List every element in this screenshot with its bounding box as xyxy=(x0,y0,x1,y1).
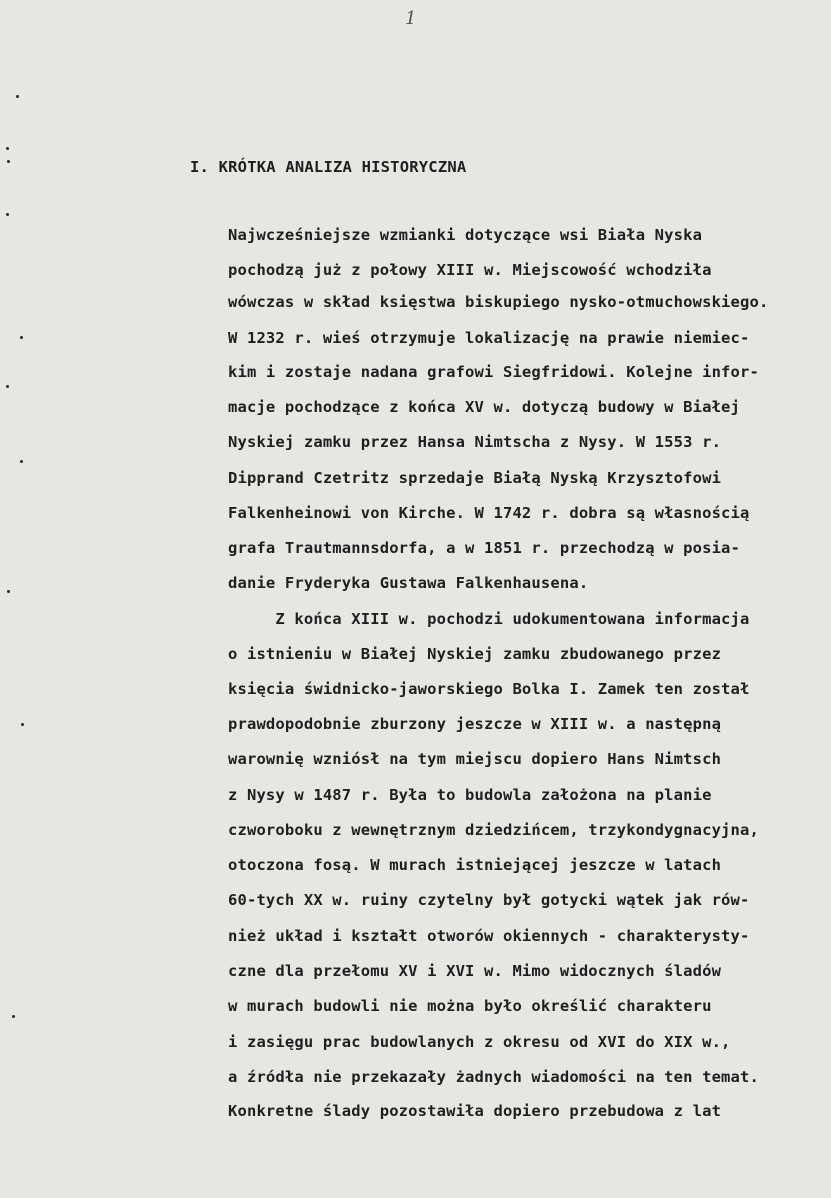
text-line: danie Fryderyka Gustawa Falkenhausena. xyxy=(228,574,589,592)
text-line: prawdopodobnie zburzony jeszcze w XIII w. a następną xyxy=(228,715,722,733)
text-line: Najwcześniejsze wzmianki dotyczące wsi Biała Nyska xyxy=(228,226,703,244)
page-number: 1 xyxy=(405,8,417,29)
text-line: księcia świdnicko-jaworskiego Bolka I. Zamek ten został xyxy=(228,680,750,698)
text-line: Dipprand Czetritz sprzedaje Białą Nyską Krzysztofowi xyxy=(228,469,722,487)
text-line: grafa Trautmannsdorfa, a w 1851 r. przechodzą w posia- xyxy=(228,539,741,557)
text-line: W 1232 r. wieś otrzymuje lokalizację na prawie niemiec- xyxy=(228,329,750,347)
margin-mark xyxy=(6,213,9,216)
text-line: otoczona fosą. W murach istniejącej jeszcze w latach xyxy=(228,856,722,874)
margin-mark xyxy=(7,590,10,593)
text-line: Konkretne ślady pozostawiła dopiero przebudowa z lat xyxy=(228,1102,722,1120)
text-line: Falkenheinowi von Kirche. W 1742 r. dobra są własnością xyxy=(228,504,750,522)
margin-mark xyxy=(21,723,24,726)
text-line: kim i zostaje nadana grafowi Siegfridowi. Kolejne infor- xyxy=(228,363,759,381)
text-line: wówczas w skład księstwa biskupiego nysko-otmuchowskiego. xyxy=(228,293,769,311)
text-line: 60-tych XX w. ruiny czytelny był gotycki wątek jak rów- xyxy=(228,891,750,909)
text-line: i zasięgu prac budowlanych z okresu od XVI do XIX w., xyxy=(228,1033,731,1051)
text-line: o istnieniu w Białej Nyskiej zamku zbudowanego przez xyxy=(228,645,722,663)
section-heading: I. KRÓTKA ANALIZA HISTORYCZNA xyxy=(190,158,467,176)
text-line: pochodzą już z połowy XIII w. Miejscowość wchodziła xyxy=(228,261,712,279)
margin-mark xyxy=(6,385,9,388)
text-line: nież układ i kształt otworów okiennych - charakterysty- xyxy=(228,927,750,945)
margin-mark xyxy=(20,460,23,463)
text-line: czworoboku z wewnętrznym dziedzińcem, trzykondygnacyjna, xyxy=(228,821,759,839)
text-line: w murach budowli nie można było określić charakteru xyxy=(228,997,712,1015)
text-line: czne dla przełomu XV i XVI w. Mimo widocznych śladów xyxy=(228,962,722,980)
margin-mark xyxy=(20,336,23,339)
text-line: Z końca XIII w. pochodzi udokumentowana informacja xyxy=(228,610,750,628)
text-line: macje pochodzące z końca XV w. dotyczą budowy w Białej xyxy=(228,398,741,416)
margin-mark xyxy=(6,147,9,150)
margin-mark xyxy=(7,160,10,163)
margin-mark xyxy=(12,1015,15,1018)
text-line: a źródła nie przekazały żadnych wiadomości na ten temat. xyxy=(228,1068,759,1086)
text-line: z Nysy w 1487 r. Była to budowla założona na planie xyxy=(228,786,712,804)
text-line: warownię wzniósł na tym miejscu dopiero Hans Nimtsch xyxy=(228,750,722,768)
margin-mark xyxy=(16,95,19,98)
text-line: Nyskiej zamku przez Hansa Nimtscha z Nysy. W 1553 r. xyxy=(228,433,722,451)
